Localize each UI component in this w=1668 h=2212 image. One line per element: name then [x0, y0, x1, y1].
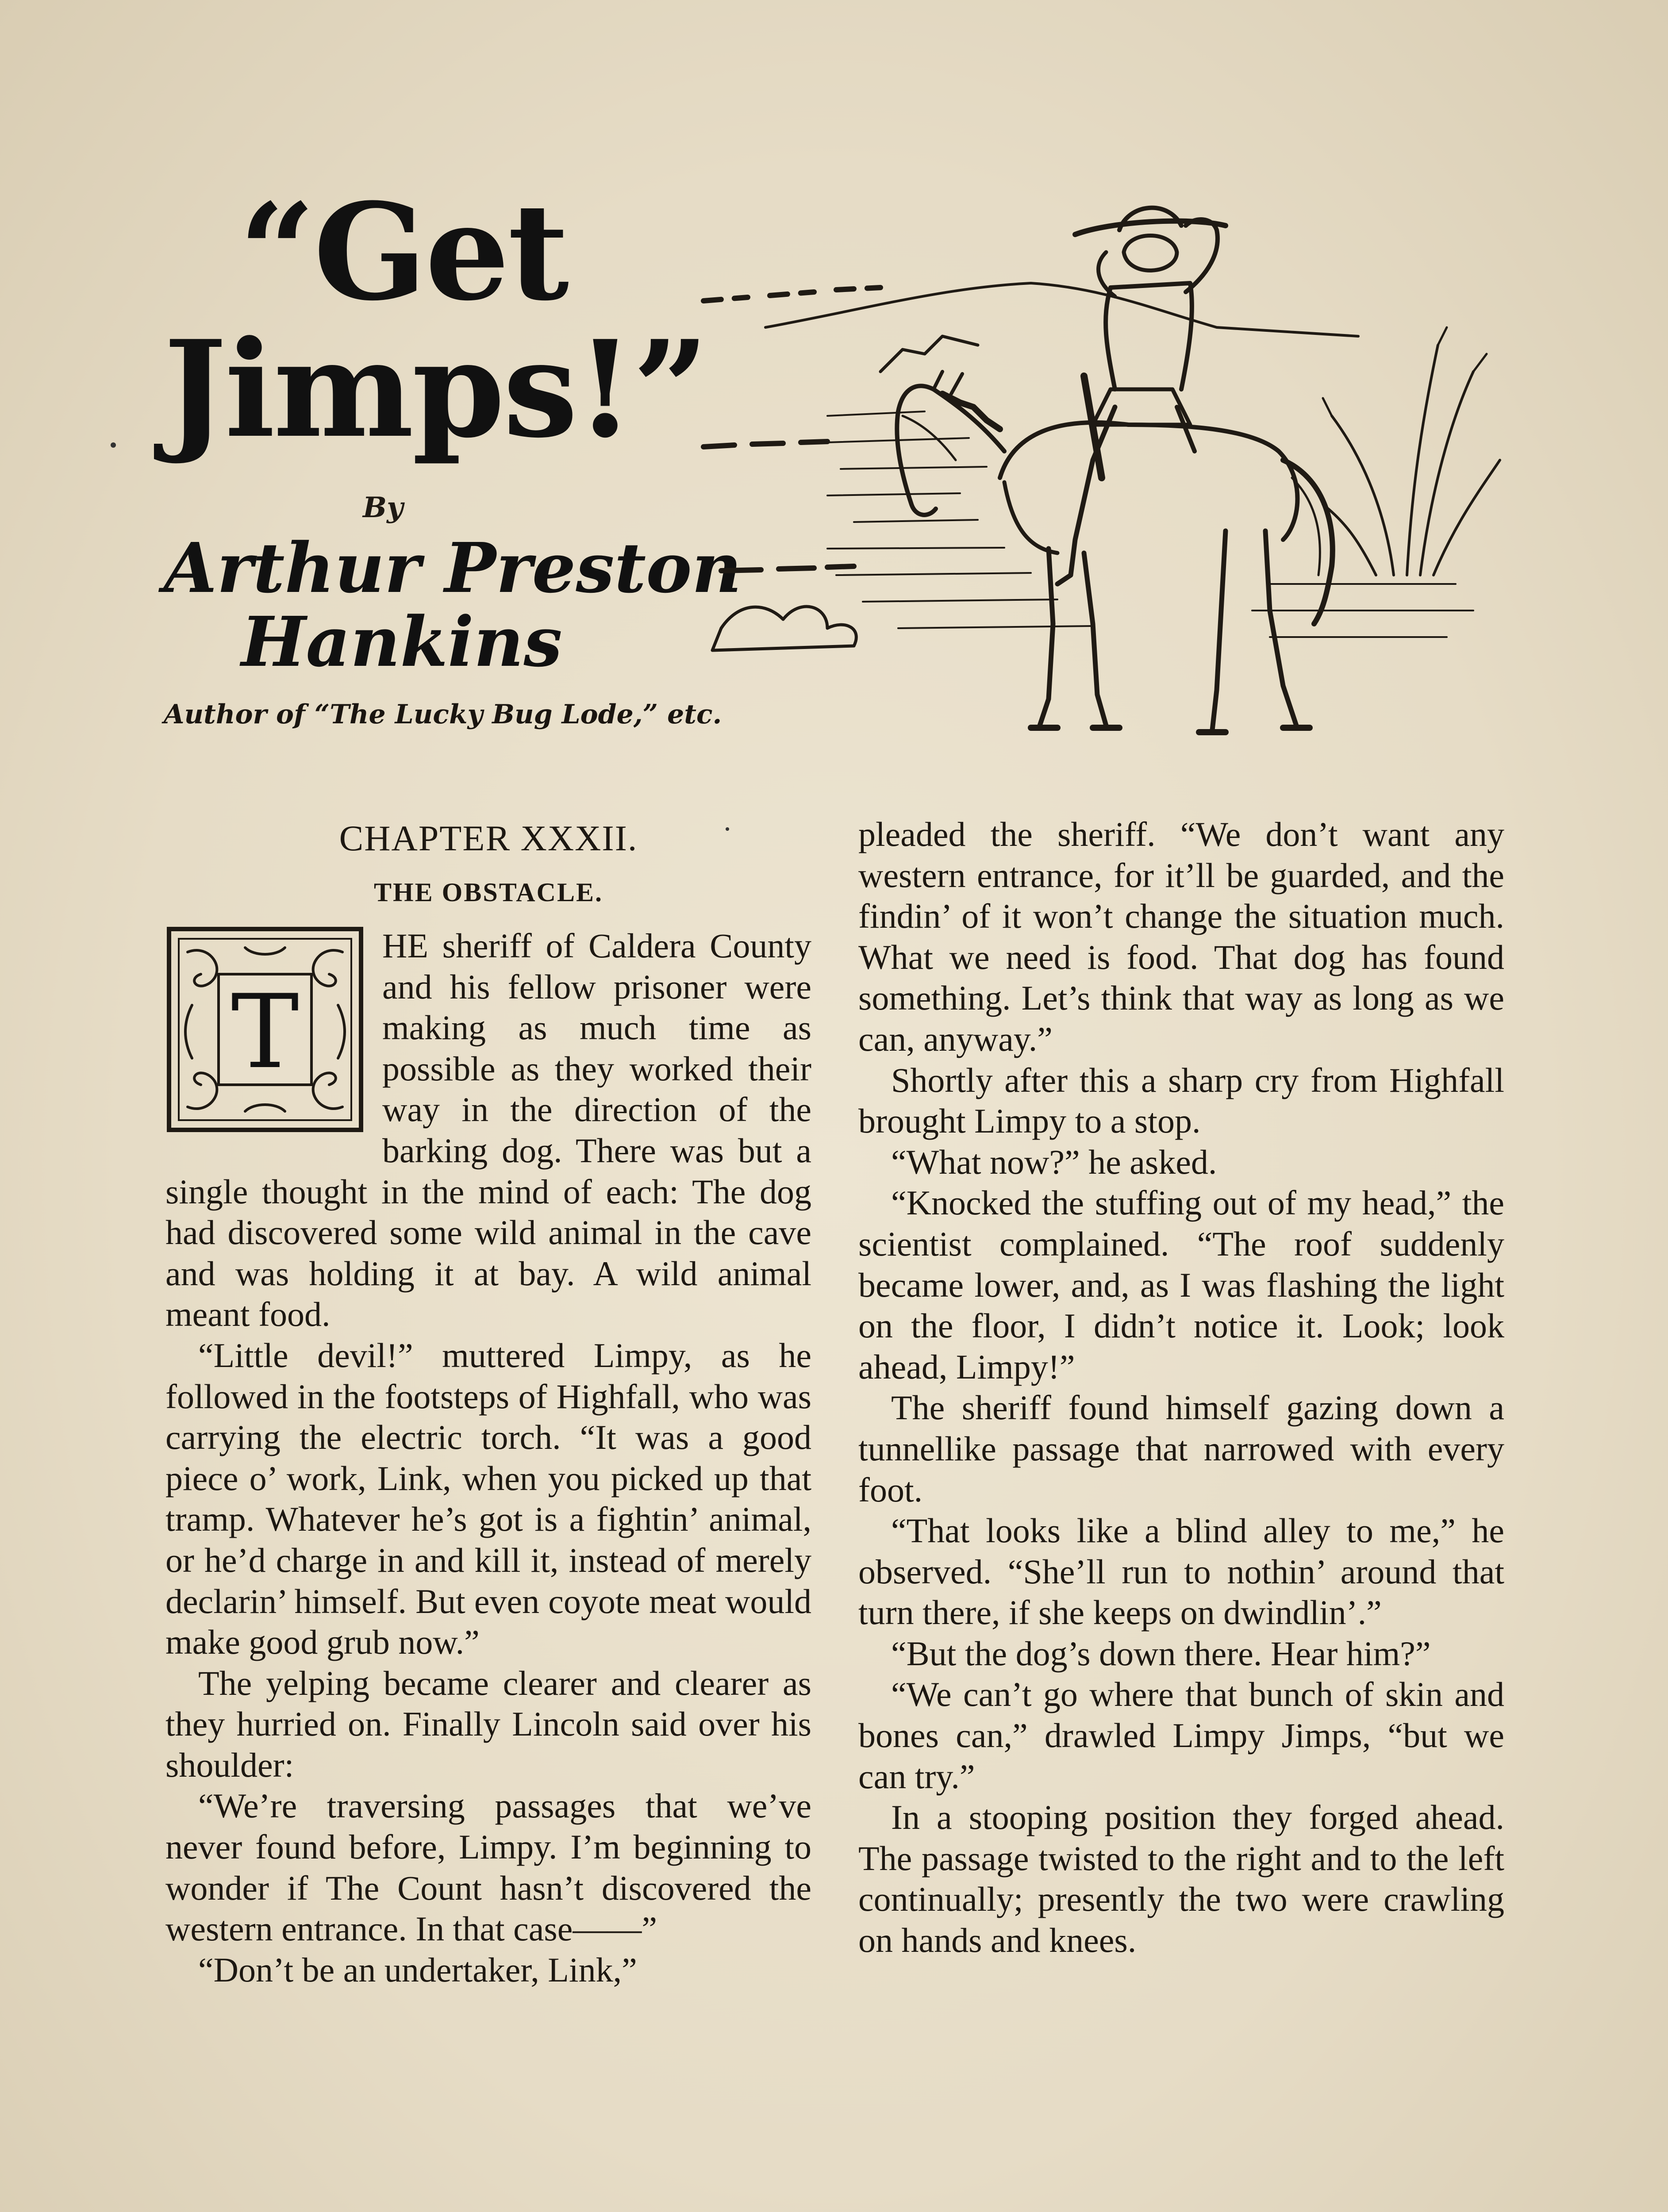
paragraph: “We can’t go where that bunch of skin and bones can,” drawled Limpy Jimps, “but we can try.” [858, 1675, 1504, 1796]
paragraph: Shortly after this a sharp cry from Highfall brought Limpy to a stop. [858, 1060, 1504, 1141]
paragraph: “Don’t be an undertaker, Link,” [198, 1950, 637, 1989]
chapter-title: THE OBSTACLE. [373, 878, 603, 907]
paragraph: “We’re traversing passages that we’ve never found before, Limpy. I’m beginning to wonder if The Count hasn’t discovered the western entrance. In that case——” [165, 1786, 811, 1948]
drop-cap-ornament [165, 926, 365, 1133]
right-text-column [858, 814, 1504, 1961]
drop-cap-letter: T [231, 973, 299, 1091]
paragraph: pleaded the sheriff. “We don’t want any western entrance, for it’ll be guarded, and the findin’ of it won’t change the situation much. What we need is food. That dog has found something. Let’s think that way as long as we can, anyway.” [858, 815, 1504, 1058]
story-title-line-2: Jimps!” [164, 311, 707, 467]
author-credit: Author of “The Lucky Bug Lode,” etc. [164, 699, 722, 730]
paragraph: “That looks like a blind alley to me,” he observed. “She’ll run to nothin’ around that turn there, if she keeps on dwindlin’.” [858, 1511, 1504, 1632]
author-name-line-2: Hankins [241, 601, 562, 683]
paragraph: “Knocked the stuffing out of my head,” the scientist complained. “The roof suddenly became lower, and, as I was flashing the light on the floor, I didn’t notice it. Look; look ahead, Limpy!” [858, 1183, 1504, 1386]
paragraph: The yelping became clearer and clearer as they hurried on. Finally Lincoln said over his shoulder: [165, 1663, 811, 1784]
paragraph: “What now?” he asked. [891, 1142, 1217, 1181]
paragraph: HE sheriff of Caldera County and his fellow prisoner were making as much time as possible as they worked their way in the direction of the barking dog. There was but a single thought in the mind of each: The dog had discovered some wild animal in the cave and was holding it at bay. A wild animal meant food. [165, 926, 811, 1334]
left-text-column [165, 814, 811, 1990]
byline-label: By [363, 491, 404, 524]
chapter-number: CHAPTER XXXII. [339, 818, 638, 858]
author-name-line-1: Arthur Preston [164, 527, 742, 608]
paragraph: The sheriff found himself gazing down a tunnellike passage that narrowed with every foot. [858, 1388, 1504, 1509]
story-title-line-1: “Get [239, 174, 568, 330]
paragraph: “But the dog’s down there. Hear him?” [891, 1634, 1431, 1673]
print-speck [111, 442, 116, 448]
paragraph: In a stooping position they forged ahead. The passage twisted to the right and to the left continually; presently the two were crawling on hands and knees. [858, 1798, 1504, 1960]
print-speck [726, 827, 729, 831]
paragraph: “Little devil!” muttered Limpy, as he followed in the footsteps of Highfall, who was carrying the electric torch. “It was a good piece o’ work, Link, when you picked up that tramp. Whatever he’s got is a fightin’ animal, or he’d charge in and kill it, instead of merely declarin’ himself. But even coyote meat would make good grub now.” [165, 1336, 811, 1662]
cowboy-on-horse-illustration [695, 142, 1509, 779]
